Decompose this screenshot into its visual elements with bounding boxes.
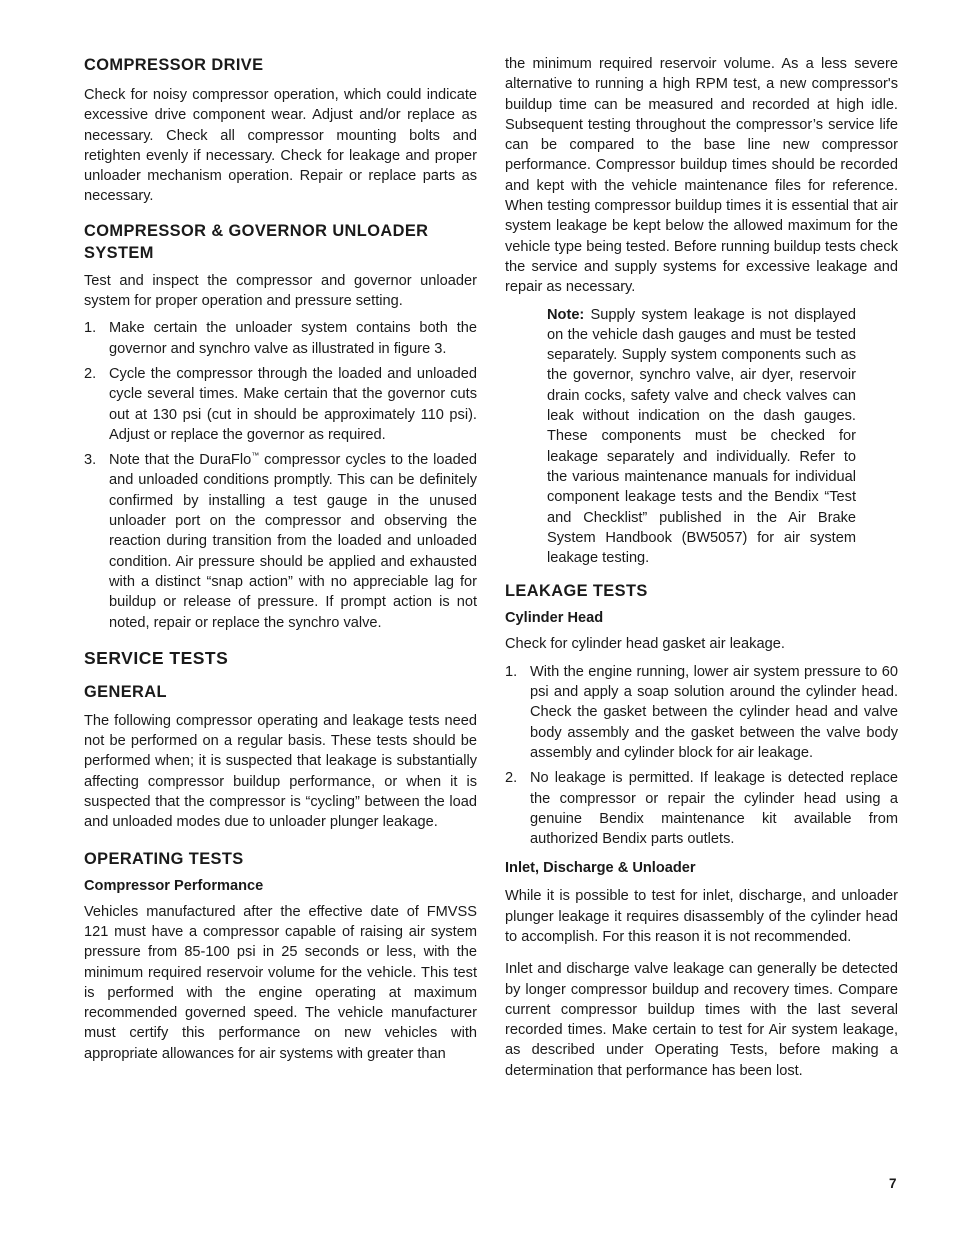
- compressor-performance-heading: Compressor Performance: [84, 877, 264, 894]
- compressor-drive-body: Check for noisy compressor operation, which could indicate excessive drive component wear. Adjust and/or replace as necessary. Check all compressor mounting bolts and retighten evenly if necessary. Check for leakage and proper unloader mechanism operation. Repair or replace parts as necessary.: [84, 87, 477, 205]
- compressor-drive-heading: COMPRESSOR DRIVE: [84, 56, 264, 74]
- inlet-body-1: While it is possible to test for inlet, discharge, and unloader plunger leakage it requires disassembly of the cylinder head to accomplish. For this reason it is not recommended.: [505, 888, 898, 945]
- inlet-discharge-heading: Inlet, Discharge & Unloader: [505, 860, 696, 877]
- general-heading: GENERAL: [84, 682, 167, 701]
- cylinder-head-steps-list: [505, 662, 898, 850]
- left-column: [84, 54, 477, 1064]
- note-label: Note:: [547, 306, 585, 323]
- list-item: 1. With the engine running, lower air system pressure to 60 psi and apply a soap solution around the cylinder head. Check the gasket between the cylinder head and valve body assembly and the gasket between the valve body assembly and cylinder block for air leakage.: [505, 663, 898, 761]
- compressor-performance-body: Vehicles manufactured after the effective date of FMVSS 121 must have a compressor capable of raising air system pressure from 85-100 psi in 25 seconds or less, with the minimum required reservoir volume for the vehicle. This test is performed with the engine operating at maximum recommended governed speed. The vehicle manufacturer must certify this performance on new vehicles with appropriate allowances for air systems with greater than: [84, 903, 477, 1062]
- unloader-system-heading: COMPRESSOR & GOVERNOR UNLOADER SYSTEM: [84, 221, 429, 262]
- leakage-tests-heading: LEAKAGE TESTS: [505, 582, 648, 601]
- inlet-body-2: Inlet and discharge valve leakage can generally be detected by longer compressor buildup and recovery times. Compare current compressor buildup times with the last several recorded times. Make certain to test for Air system leakage, as described under Operating Tests, before making a determination that performance has been lost.: [505, 961, 898, 1079]
- trademark-symbol: ™: [251, 451, 260, 461]
- unloader-steps-list: [84, 318, 477, 632]
- unloader-system-intro: Test and inspect the compressor and governor unloader system for proper operation and pressure setting.: [84, 272, 477, 310]
- service-tests-heading: SERVICE TESTS: [84, 647, 229, 668]
- right-column: [505, 54, 898, 1081]
- list-item: 2. Cycle the compressor through the loaded and unloaded cycle several times. Make certain that the governor cuts out at 130 psi (cut in should be approximately 110 psi). Adjust or replace the governor as required.: [84, 365, 477, 443]
- continued-body: the minimum required reservoir volume. As a less severe alternative to running a high RPM test, a new compressor's buildup time can be measured and recorded at high idle. Subsequent testing throughout the compressor’s service life can be compared to the base line new compressor performance. Compressor buildup times should be recorded and kept with the vehicle maintenance files for reference. When testing compressor buildup times it is essential that air system leakage be kept below the allowed maximum for the vehicle type being tested. Before running buildup tests check the service and supply systems for excessive leakage and repair as necessary.: [505, 56, 898, 296]
- list-item: 1. Make certain the unloader system contains both the governor and synchro valve as illustrated in figure 3.: [84, 320, 477, 357]
- note-block: Note: Supply system leakage is not displayed on the vehicle dash gauges and must be tested separately. Supply system components such as the governor, synchro valve, air dyer, reservoir drain cocks, safety valve and check valves can leak without indication on the dash gauges. These components must be checked for leakage separately and individually. Refer to the various maintenance manuals for individual component leakage tests and the Bendix “Test and Checklist” published in the Air Brake System Handbook (BW5057) for air system leakage testing.: [547, 306, 856, 567]
- cylinder-head-intro: Check for cylinder head gasket air leakage.: [505, 636, 785, 653]
- general-body: The following compressor operating and leakage tests need not be performed on a regular basis. These tests should be performed when; it is suspected that leakage is substantially affecting compressor buildup performance, or when it is suspected that the compressor is “cycling” between the load and unloaded modes due to unloader plunger leakage.: [84, 712, 477, 831]
- page-number: 7: [889, 1176, 897, 1191]
- cylinder-head-heading: Cylinder Head: [505, 610, 604, 627]
- operating-tests-heading: OPERATING TESTS: [84, 849, 244, 868]
- list-item: 3. Note that the DuraFlo™ compressor cycles to the loaded and unloaded conditions promptly. This can be definitely confirmed by installing a test gauge in the unused unloader port on the compressor and observing the reaction during transition from the loaded and unloaded condition. Air pressure should be applied and exhausted with a distinct “snap action” with no appreciable lag for buildup or release of pressure. If prompt action is not noted, repair or replace the synchro valve.: [84, 451, 477, 631]
- list-item: 2. No leakage is permitted. If leakage is detected replace the compressor or repair the cylinder head using a genuine Bendix maintenance kit available from authorized Bendix parts outlets.: [505, 770, 898, 848]
